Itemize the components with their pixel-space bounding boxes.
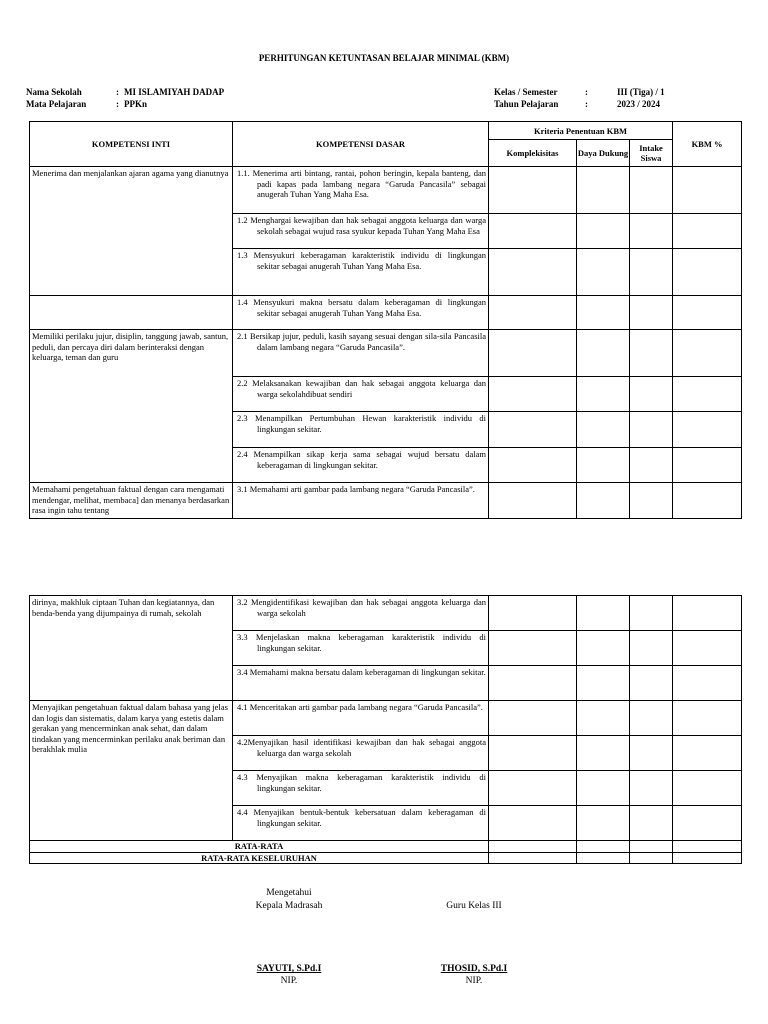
guru-nip: NIP. (465, 976, 483, 986)
empty-cell (489, 631, 577, 666)
empty-cell (630, 448, 673, 483)
empty-cell (673, 167, 742, 214)
kelas-value: III (Tiga) / 1 (617, 87, 665, 97)
header-ki: KOMPETENSI INTI (30, 122, 233, 167)
empty-cell (630, 412, 673, 448)
empty-cell (577, 214, 630, 249)
empty-cell (577, 841, 630, 853)
empty-cell (673, 701, 742, 736)
empty-cell (577, 483, 630, 519)
kd-text: 1.1. Menerima arti bintang, rantai, pohon beringin, kepala banteng, dan padi kapas pada lambang negara “Garuda Pancasila” sebagai anugerah Tuhan Yang Maha Esa. (237, 168, 486, 199)
tahun-value: 2023 / 2024 (617, 99, 661, 109)
empty-cell (489, 214, 577, 249)
ki-cell: Memiliki perilaku jujur, disiplin, tanggung jawab, santun, peduli, dan percaya diri dalam berinteraksi dengan keluarga, teman dan guru (30, 330, 233, 483)
empty-cell (673, 736, 742, 771)
empty-cell (577, 701, 630, 736)
empty-cell (630, 214, 673, 249)
kd-text: 2.2 Melaksanakan kewajiban dan hak sebagai anggota keluarga dan warga sekolahdibuat sendiri (237, 378, 486, 399)
nama-sekolah-value: MI ISLAMIYAH DADAP (124, 87, 225, 97)
ki-cell: Menerima dan menjalankan ajaran agama yang dianutnya (30, 167, 233, 296)
empty-cell (630, 249, 673, 296)
mapel-label: Mata Pelajaran (26, 99, 87, 109)
kbm-table-page1 (29, 121, 742, 519)
kepala-name-text: SAYUTI, S.Pd.I (256, 964, 322, 974)
kd-cell (233, 666, 489, 701)
empty-cell (489, 771, 577, 806)
empty-cell (673, 631, 742, 666)
kd-text: 4.1 Menceritakan arti gambar pada lambang negara “Garuda Pancasila”. (237, 702, 483, 712)
empty-cell (489, 806, 577, 841)
kd-text: 4.2Menyajikan hasil identifikasi kewajiban dan hak sebagai anggota keluarga dan warga sekolah (237, 737, 486, 758)
kd-cell (233, 736, 489, 771)
colon: : (116, 99, 119, 109)
empty-cell (577, 448, 630, 483)
kd-cell (233, 412, 489, 448)
empty-cell (673, 666, 742, 701)
empty-cell (577, 852, 630, 864)
empty-cell (630, 666, 673, 701)
empty-cell (630, 167, 673, 214)
empty-cell (630, 736, 673, 771)
empty-cell (673, 771, 742, 806)
kd-text: 3.3 Menjelaskan makna keberagaman karakteristik individu di lingkungan sekitar. (237, 632, 486, 653)
header-kd: KOMPETENSI DASAR (233, 122, 489, 167)
kepala-madrasah-label: Kepala Madrasah (255, 901, 323, 911)
empty-cell (489, 249, 577, 296)
empty-cell (673, 841, 742, 853)
empty-cell (489, 852, 577, 864)
kd-text: 1.4 Mensyukuri makna bersatu dalam keberagaman di lingkungan sekitar sebagai anugerah Tuhan Yang Maha Esa. (237, 297, 486, 318)
kepala-name (239, 964, 339, 974)
empty-cell (577, 806, 630, 841)
empty-cell (577, 771, 630, 806)
ki-cell: dirinya, makhluk ciptaan Tuhan dan kegiatannya, dan benda-benda yang dijumpainya di rumah, sekolah (30, 596, 233, 701)
ki-cell: Menyajikan pengetahuan faktual dalam bahasa yang jelas dan logis dan sistematis, dalam karya yang estetis dalam gerakan yang mencerminkan anak sehat, dan dalam tindakan yang mencerminkan perilaku anak beriman dan berakhlak mulia (30, 701, 233, 841)
page-title: PERHITUNGAN KETUNTASAN BELAJAR MINIMAL (KBM) (258, 53, 510, 63)
empty-cell (673, 852, 742, 864)
kd-cell (233, 483, 489, 519)
rata-rata-keseluruhan-label: RATA-RATA KESELURUHAN (30, 852, 489, 864)
guru-kelas-label: Guru Kelas III (446, 901, 502, 911)
kepala-nip: NIP. (280, 976, 298, 986)
header-daya-dukung: Daya Dukung (577, 140, 630, 167)
empty-cell (673, 806, 742, 841)
empty-cell (673, 249, 742, 296)
empty-cell (630, 377, 673, 412)
empty-cell (673, 448, 742, 483)
empty-cell (577, 412, 630, 448)
empty-cell (489, 448, 577, 483)
kd-cell (233, 377, 489, 412)
empty-cell (630, 841, 673, 853)
nama-sekolah-label: Nama Sekolah (26, 87, 82, 97)
header-kriteria: Kriteria Penentuan KBM (489, 122, 673, 140)
empty-cell (577, 167, 630, 214)
empty-cell (673, 296, 742, 330)
kd-text: 3.2 Mengidentifikasi kewajiban dan hak sebagai anggota keluarga dan warga sekolah (237, 597, 486, 618)
empty-cell (673, 596, 742, 631)
empty-cell (577, 249, 630, 296)
empty-cell (630, 701, 673, 736)
kd-cell (233, 596, 489, 631)
kd-text: 3.1 Memahami arti gambar pada lambang negara “Garuda Pancasila”. (237, 484, 475, 494)
kd-cell (233, 296, 489, 330)
ki-cell-empty (30, 296, 233, 330)
tahun-label: Tahun Pelajaran (494, 99, 559, 109)
empty-cell (489, 330, 577, 377)
empty-cell (489, 736, 577, 771)
empty-cell (630, 483, 673, 519)
kd-cell (233, 249, 489, 296)
empty-cell (630, 631, 673, 666)
empty-cell (630, 852, 673, 864)
colon: : (585, 87, 588, 97)
empty-cell (577, 377, 630, 412)
empty-cell (630, 296, 673, 330)
mengetahui-label: Mengetahui (266, 888, 312, 898)
kd-text: 2.3 Menampilkan Pertumbuhan Hewan karakteristik individu di lingkungan sekitar. (237, 413, 486, 434)
empty-cell (489, 841, 577, 853)
kd-cell (233, 448, 489, 483)
mapel-value: PPKn (124, 99, 148, 109)
empty-cell (577, 666, 630, 701)
empty-cell (673, 377, 742, 412)
empty-cell (577, 296, 630, 330)
empty-cell (489, 296, 577, 330)
empty-cell (489, 483, 577, 519)
kd-cell (233, 167, 489, 214)
empty-cell (489, 596, 577, 631)
kd-text: 2.1 Bersikap jujur, peduli, kasih sayang sesuai dengan sila-sila Pancasila dalam lambang negara “Garuda Pancasila”. (237, 331, 486, 352)
empty-cell (489, 666, 577, 701)
kd-text: 2.4 Menampilkan sikap kerja sama sebagai wujud bersatu dalam keberagaman di lingkungan sekitar. (237, 449, 486, 470)
kd-cell (233, 631, 489, 666)
empty-cell (489, 167, 577, 214)
empty-cell (630, 330, 673, 377)
kd-text: 1.3 Mensyukuri keberagaman karakteristik individu di lingkungan sekitar sebagai anugerah Tuhan Yang Maha Esa. (237, 250, 486, 271)
empty-cell (577, 596, 630, 631)
empty-cell (489, 701, 577, 736)
kd-cell (233, 806, 489, 841)
header-kbm: KBM % (673, 122, 742, 167)
empty-cell (577, 330, 630, 377)
colon: : (116, 87, 119, 97)
guru-name (424, 964, 524, 974)
empty-cell (673, 330, 742, 377)
empty-cell (673, 214, 742, 249)
kbm-table-page2 (29, 595, 742, 864)
empty-cell (673, 412, 742, 448)
empty-cell (673, 483, 742, 519)
kd-text: 4.3 Menyajikan makna keberagaman karakteristik individu di lingkungan sekitar. (237, 772, 486, 793)
empty-cell (630, 771, 673, 806)
empty-cell (577, 736, 630, 771)
empty-cell (630, 596, 673, 631)
ki-cell: Memahami pengetahuan faktual dengan cara mengamati mendengar, melihat, membaca] dan menanya berdasarkan rasa ingin tahu tentang (30, 483, 233, 519)
kd-cell (233, 330, 489, 377)
kd-cell (233, 701, 489, 736)
empty-cell (489, 412, 577, 448)
empty-cell (577, 631, 630, 666)
kd-cell (233, 771, 489, 806)
kelas-label: Kelas / Semester (494, 87, 558, 97)
kd-text: 1.2 Menghargai kewajiban dan hak sebagai anggota keluarga dan warga sekolah sebagai wujud rasa syukur kepada Tuhan Yang Maha Esa (237, 215, 486, 236)
kd-text: 4.4 Menyajikan bentuk-bentuk kebersatuan dalam keberagaman di lingkungan sekitar. (237, 807, 486, 828)
empty-cell (489, 377, 577, 412)
kd-cell (233, 214, 489, 249)
empty-cell (630, 806, 673, 841)
kd-text: 3.4 Memahami makna bersatu dalam keberagaman di lingkungan sekitar. (237, 667, 486, 677)
header-intake: Intake Siswa (630, 140, 673, 167)
header-kompleksitas: Komplekisitas (489, 140, 577, 167)
colon: : (585, 99, 588, 109)
guru-name-text: THOSID, S.Pd.I (440, 964, 508, 974)
rata-rata-label: RATA-RATA (30, 841, 489, 853)
